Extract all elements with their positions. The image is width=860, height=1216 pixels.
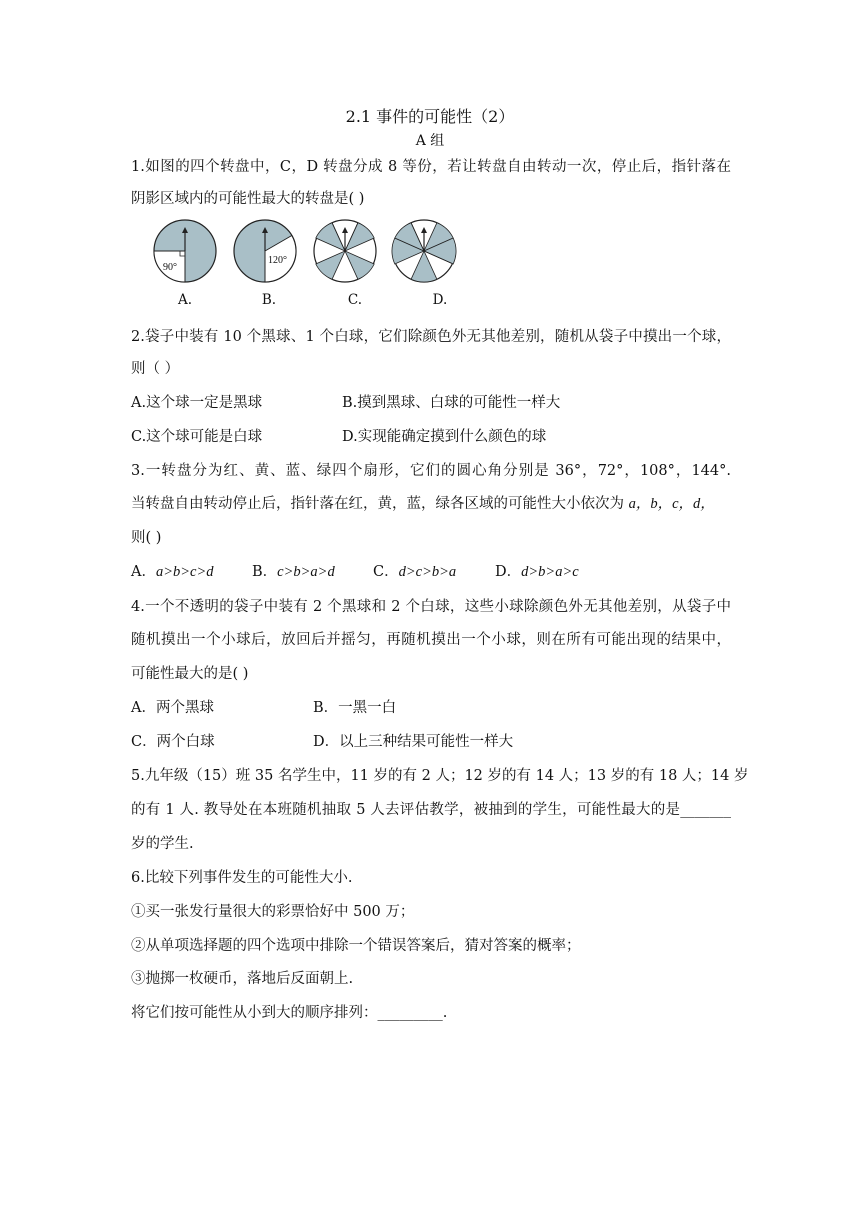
spinner-b-angle-label: 120° [268,255,287,266]
q5-text-line-2: 的有 1 人. 教导处在本班随机抽取 5 人去评估教学，被抽到的学生，可能性最大的是_______ [131,802,731,818]
q5-text-line-3: 岁的学生. [131,836,194,852]
q2-option-b: B.摸到黑球、白球的可能性一样大 [342,395,561,411]
q4-text-line-1: 4.一个不透明的袋子中装有 2 个黑球和 2 个白球，这些小球除颜色外无其他差别，从袋子中 [131,599,731,615]
q6-item-1: ①买一张发行量很大的彩票恰好中 500 万； [131,904,415,920]
q6-answer-line: 将它们按可能性从小到大的顺序排列：_________. [131,1005,448,1021]
q3-text-line-2 [131,494,731,514]
spinner-label-a: A. [177,292,193,308]
q4-option-c: C．两个白球 [131,734,215,750]
q4-text-line-3: 可能性最大的是( ) [131,666,249,682]
q2-option-d: D.实现能确定摸到什么颜色的球 [342,429,547,445]
q6-item-3: ③抛掷一枚硬币，落地后反面朝上. [131,971,354,987]
q4-option-d: D．以上三种结果可能性一样大 [313,734,514,750]
q1-text-line-1: 1.如图的四个转盘中，C，D 转盘分成 8 等份，若让转盘自由转动一次，停止后，指针落在 [131,159,731,175]
q2-text-line-1: 2.袋子中装有 10 个黑球、1 个白球，它们除颜色外无其他差别，随机从袋子中摸出一个球， [131,329,731,345]
spinner-label-b: B. [261,292,277,308]
spinner-d [391,218,457,284]
q4-text-line-2: 随机摸出一个小球后，放回后并摇匀，再随机摸出一个小球，则在所有可能出现的结果中， [131,632,731,648]
q3-option-a: A．a>b>c>d [131,564,214,580]
spinner-label-d: D. [432,292,448,308]
q4-option-a: A．两个黑球 [131,700,214,716]
q3-option-b: B．c>b>a>d [252,564,335,580]
q2-text-line-2: 则（ ） [131,361,180,377]
q5-text-line-1: 5.九年级（15）班 35 名学生中，11 岁的有 2 人；12 岁的有 14 人；13 岁的有 18 人；14 岁 [131,768,749,784]
section-label: A 组 [415,133,445,149]
q3-text-line-1: 3.一转盘分为红、黄、蓝、绿四个扇形，它们的圆心角分别是 36°，72°，108°，144°. [131,463,731,479]
spinner-label-c: C. [347,292,363,308]
q2-option-a: A.这个球一定是黑球 [131,395,263,411]
q3-text-line-3: 则( ) [131,530,162,546]
q3-text-line-2-main: 当转盘自由转动停止后，指针落在红，黄，蓝，绿各区域的可能性大小依次为 [131,496,629,512]
q3-option-d: D．d>b>a>c [495,564,579,580]
q6-text-line-1: 6.比较下列事件发生的可能性大小. [131,870,353,886]
spinner-a [152,218,218,284]
q4-option-b: B．一黑一白 [313,700,397,716]
q2-option-c: C.这个球可能是白球 [131,429,263,445]
spinner-b [232,218,298,284]
q6-item-2: ②从单项选择题的四个选项中排除一个错误答案后，猜对答案的概率； [131,938,581,954]
q3-variables: a，b，c，d， [628,496,715,512]
q1-text-line-2: 阴影区域内的可能性最大的转盘是( ) [131,191,365,207]
spinner-c [312,218,378,284]
q3-option-c: C．d>c>b>a [373,564,457,580]
spinner-a-angle-label: 90° [163,262,177,273]
page-title: 2.1 事件的可能性（2） [345,107,515,126]
